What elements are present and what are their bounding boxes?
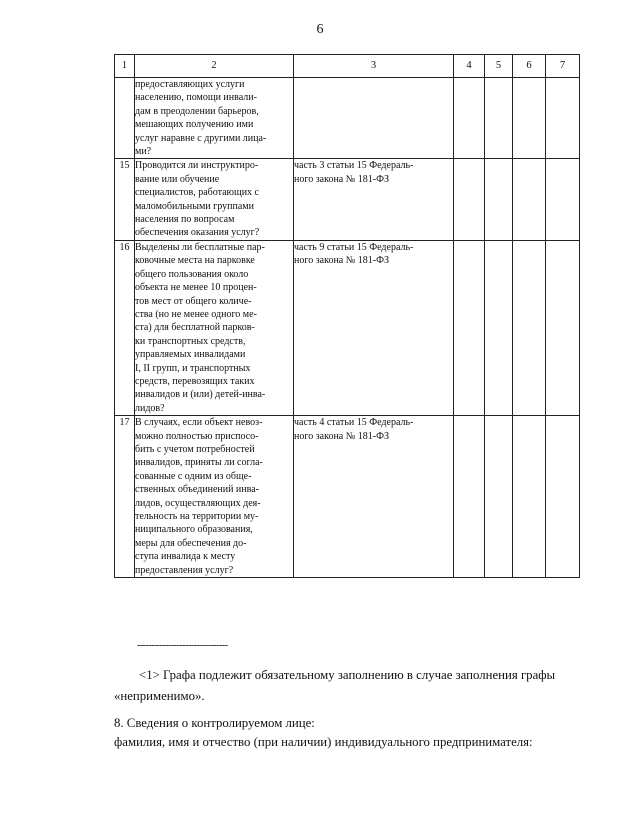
question-line: населения по вопросам (135, 214, 235, 226)
question-line: меры для обеспечения до- (135, 537, 247, 549)
question-line: населению, помощи инвали- (135, 92, 257, 104)
answer-cell (513, 159, 546, 240)
answer-cell (546, 416, 580, 578)
reference-cell (294, 416, 454, 578)
question-line: бить с учетом потребностей (135, 443, 255, 455)
question-line: ки транспортных средств, (135, 335, 246, 347)
table-body (115, 78, 580, 578)
question-line: инвалидов, приняты ли согла- (135, 457, 263, 469)
question-line: ниципального образования, (135, 524, 253, 536)
reference-cell (294, 159, 454, 240)
question-line: ста) для бесплатной парков- (135, 322, 255, 334)
column-header: 2 (135, 55, 294, 78)
question-line: предоставляющих услуги (135, 79, 245, 90)
answer-cell (454, 416, 485, 578)
question-cell (135, 159, 294, 240)
answer-cell (454, 78, 485, 159)
question-line: общего пользования около (135, 268, 249, 280)
answer-cell (513, 416, 546, 578)
table-row (115, 416, 580, 578)
answer-cell (513, 240, 546, 415)
answer-cell (546, 159, 580, 240)
footnote-line: <1> Графа подлежит обязательному заполнению в случае заполнения графы (139, 668, 556, 682)
question-line: ступа инвалида к месту (135, 551, 236, 563)
reference-line: часть 3 статьи 15 Федераль- (294, 160, 414, 172)
table-row (115, 78, 580, 159)
question-line: обеспечения оказания услуг? (135, 227, 260, 239)
footnote-separator: -------------------------------- (137, 640, 228, 651)
question-line: ми? (135, 146, 152, 158)
reference-cell (294, 78, 454, 159)
question-line: средств, перевозящих таких (135, 375, 255, 387)
reference-line: ного закона № 181-ФЗ (294, 173, 390, 185)
question-line: тельность на территории му- (135, 511, 259, 522)
table-row (115, 159, 580, 240)
answer-cell (485, 159, 513, 240)
question-line: Проводится ли инструктиро- (135, 160, 259, 172)
section-8 (114, 714, 533, 752)
reference-line: ного закона № 181-ФЗ (294, 255, 390, 267)
row-number (115, 78, 135, 159)
answer-cell (454, 240, 485, 415)
question-line: дам в преодолении барьеров, (135, 105, 259, 117)
footnote-line: «неприменимо». (114, 689, 205, 703)
checklist-table (114, 54, 580, 578)
section-line: фамилия, имя и отчество (при наличии) индивидуального предпринимателя: (114, 735, 533, 749)
question-line: Выделены ли бесплатные пар- (135, 241, 265, 253)
question-cell (135, 240, 294, 415)
question-cell (135, 416, 294, 578)
answer-cell (485, 416, 513, 578)
question-line: объекта не менее 10 процен- (135, 282, 257, 294)
question-line: I, II групп, и транспортных (135, 362, 251, 374)
reference-line: часть 4 статьи 15 Федераль- (294, 417, 414, 429)
question-line: управляемых инвалидами (135, 349, 246, 361)
reference-line: ного закона № 181-ФЗ (294, 430, 390, 442)
column-header: 6 (513, 55, 546, 78)
answer-cell (485, 240, 513, 415)
question-line: сованные с одним из обще- (135, 470, 252, 482)
question-line: тов мест от общего количе- (135, 295, 252, 307)
answer-cell (546, 240, 580, 415)
question-line: ства (но не менее одного ме- (135, 308, 257, 320)
answer-cell (546, 78, 580, 159)
section-heading: 8. Сведения о контролируемом лице: (114, 716, 315, 730)
question-line: вание или обучение (135, 173, 220, 185)
column-header: 3 (294, 55, 454, 78)
column-header: 7 (546, 55, 580, 78)
question-line: предоставления услуг? (135, 564, 234, 576)
row-number: 15 (115, 159, 135, 240)
reference-cell (294, 240, 454, 415)
question-line: лидов, осуществляющих дея- (135, 497, 261, 509)
question-line: ственных объединений инва- (135, 484, 259, 496)
question-line: мешающих получению ими (135, 119, 254, 131)
footnote (114, 665, 589, 707)
question-line: специалистов, работающих с (135, 187, 259, 199)
answer-cell (454, 159, 485, 240)
reference-line: часть 9 статьи 15 Федераль- (294, 241, 414, 253)
question-line: услуг наравне с другими лица- (135, 132, 267, 144)
answer-cell (513, 78, 546, 159)
question-cell (135, 78, 294, 159)
table-row (115, 240, 580, 415)
answer-cell (485, 78, 513, 159)
question-line: лидов? (135, 402, 165, 414)
page-number: 6 (316, 22, 324, 37)
column-header: 5 (485, 55, 513, 78)
column-header: 4 (454, 55, 485, 78)
question-line: инвалидов и (или) детей-инва- (135, 389, 266, 401)
question-line: можно полностью приспосо- (135, 430, 259, 442)
question-line: ковочные места на парковке (135, 255, 255, 267)
question-line: маломобильными группами (135, 200, 254, 212)
header-row (115, 55, 580, 78)
row-number: 16 (115, 240, 135, 415)
row-number: 17 (115, 416, 135, 578)
column-header: 1 (115, 55, 135, 78)
question-line: В случаях, если объект невоз- (135, 417, 263, 429)
